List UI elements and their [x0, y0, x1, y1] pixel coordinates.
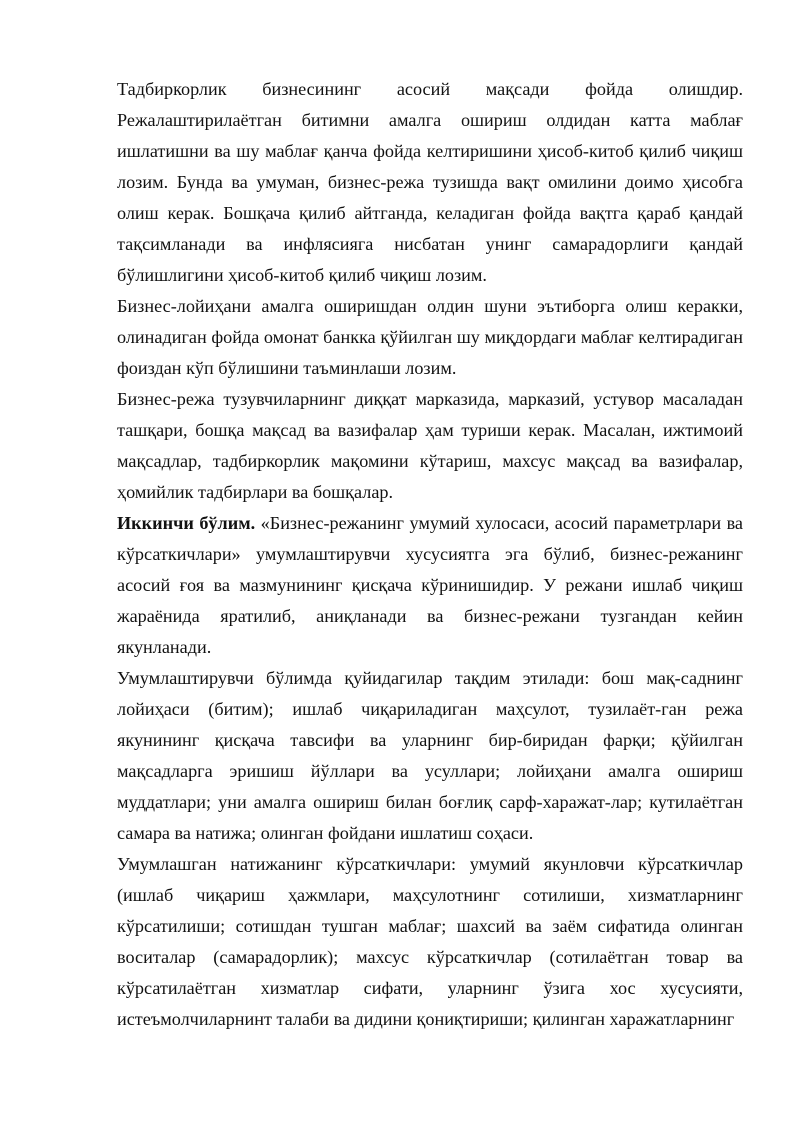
section-heading: Иккинчи бўлим.	[117, 513, 256, 533]
paragraph	[117, 384, 743, 508]
paragraph-text: Бизнес-лойиҳани амалга оширишдан олдин шуни эътиборга олиш керакки, олинадиган фойда омонат банкка қўйилган шу миқдордаги маблағ келтирадиган фоиздан кўп бўлишини таъминлаши лозим.	[117, 296, 743, 378]
paragraph-text: Умумлашган натижанинг кўрсаткичлари: умумий якунловчи кўрсаткичлар (ишлаб чиқариш ҳажмлари, маҳсулотнинг сотилиши, хизматларнинг кўрсатилиши; сотишдан тушган маблағ; шахсий ва заём сифатида олинган воситалар (самарадорлик); махсус кўрсаткичлар (сотилаётган товар ва кўрсатилаётган хизматлар сифати, уларнинг ўзига хос хусусияти, истеъмолчиларнинт талаби ва дидини қониқтириши; қилинган харажатларнинг	[117, 854, 743, 1029]
paragraph-text: Умумлаштирувчи бўлимда қуйидагилар тақдим этилади: бош мақ-саднинг лойиҳаси (битим); ишлаб чиқариладиган маҳсулот, тузилаёт-ган режа якунининг қисқача тавсифи ва уларнинг бир-биридан фарқи; қўйилган мақсадларга эришиш йўллари ва усуллари; лойиҳани амалга ошириш муддатлари; уни амалга ошириш билан боғлиқ сарф-харажат-лар; кутилаётган самара ва натижа; олинган фойдани ишлатиш соҳаси.	[117, 668, 743, 843]
paragraph-text: Тадбиркорлик бизнесининг асосий мақсади фойда олишдир. Режалаштирилаётган битимни амалга ошириш олдидан катта маблағ ишлатишни ва шу маблағ қанча фойда келтиришини ҳисоб-китоб қилиб чиқиш лозим. Бунда ва умуман, бизнес-режа тузишда вақт омилини доимо ҳисобга олиш керак. Бошқача қилиб айтганда, келадиган фойда вақтга қараб қандай тақсимланади ва инфлясияга нисбатан унинг самарадорлиги қандай бўлишлигини ҳисоб-китоб қилиб чиқиш лозим.	[117, 79, 743, 285]
paragraph	[117, 663, 743, 849]
paragraph	[117, 849, 743, 1035]
paragraph	[117, 291, 743, 384]
paragraph-text: «Бизнес-режанинг умумий хулосаси, асосий параметрлари ва кўрсаткичлари» умумлаштирувчи хусусиятга эга бўлиб, бизнес-режанинг асосий ғоя ва мазмунининг қисқача кўринишидир. У режани ишлаб чиқиш жараёнида яратилиб, аниқланади ва бизнес-режани тузгандан кейин якунланади.	[117, 513, 744, 657]
paragraph	[117, 508, 743, 663]
document-page	[117, 74, 743, 1035]
paragraph	[117, 74, 743, 291]
paragraph-text: Бизнес-режа тузувчиларнинг диққат марказида, марказий, устувор масаладан ташқари, бошқа мақсад ва вазифалар ҳам туриши керак. Масалан, ижтимоий мақсадлар, тадбиркорлик мақомини кўтариш, махсус мақсад ва вазифалар, ҳомийлик тадбирлари ва бошқалар.	[117, 389, 743, 502]
